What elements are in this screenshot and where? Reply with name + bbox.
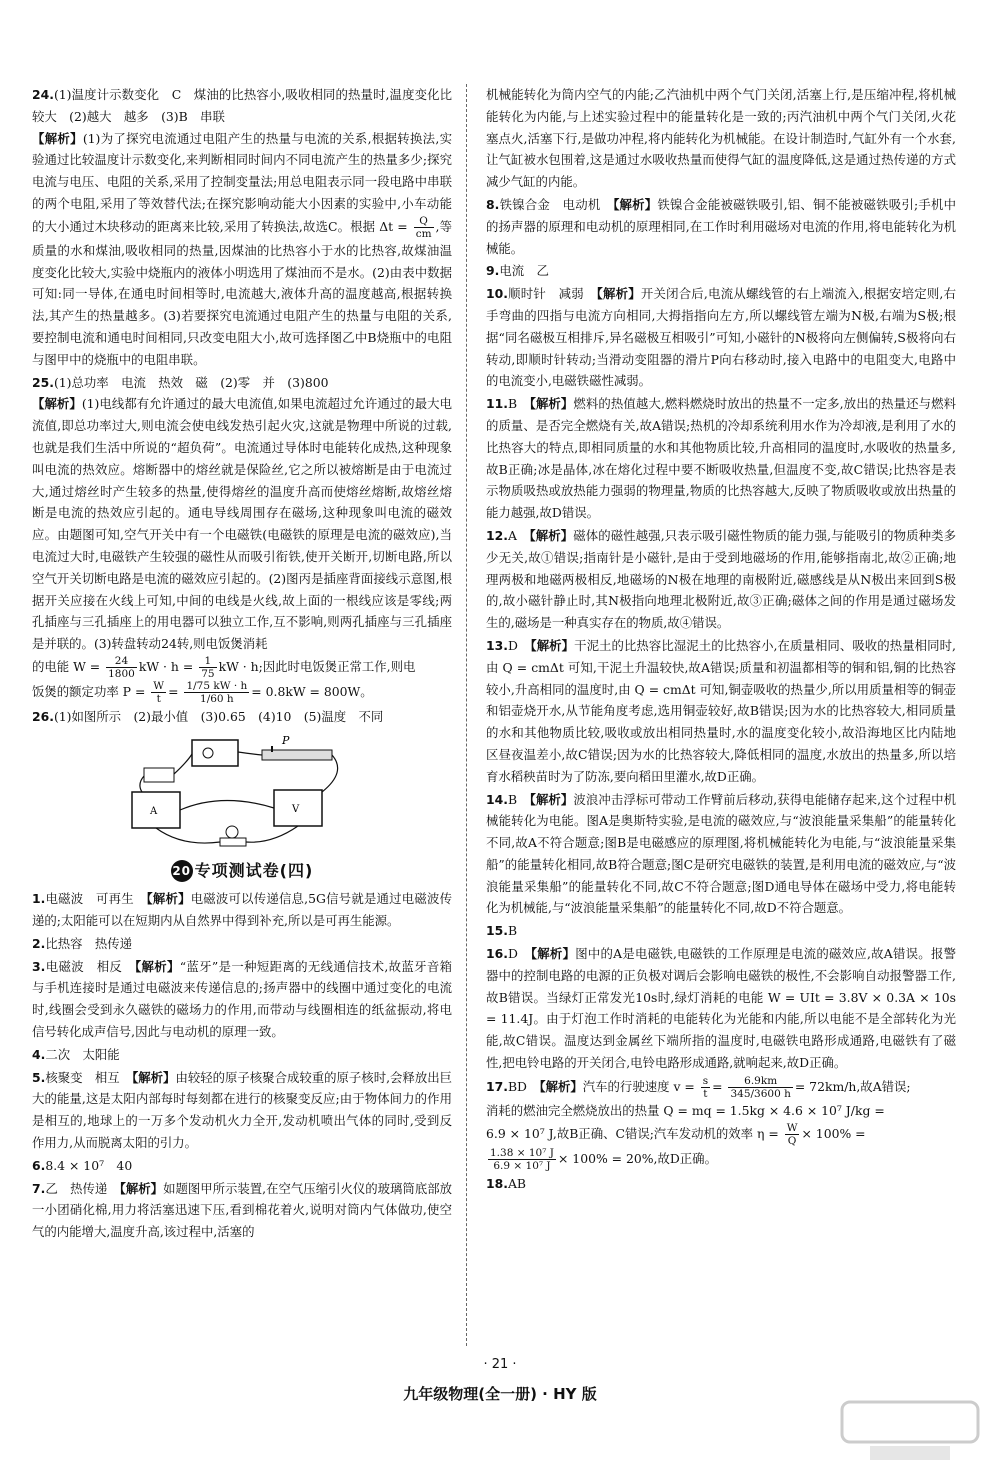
analysis-tag: 【解析】	[529, 396, 574, 412]
question-25	[32, 372, 452, 705]
analysis-tag: 【解析】	[32, 130, 83, 146]
answer-text: BD	[507, 1078, 540, 1094]
answer-text: 二次 太阳能	[45, 1046, 120, 1062]
fraction-numerator: W	[153, 679, 165, 692]
fraction-numerator: Q	[414, 215, 434, 228]
answer-text: 电磁波 可再生	[45, 891, 147, 907]
section-question-17	[486, 1075, 956, 1172]
formula-text: 汽车的行驶速度 v =	[582, 1078, 695, 1094]
analysis-text: 开关闭合后,电流从螺线管的右上端流入,根据安培定则,右手弯曲的四指与电流方向相同,大拇指指向左方,所以螺线管左端为N极,右端为S极;根据“同名磁极互相排斥,异名磁极互相吸引”可知,小磁针的N极将向左侧偏转,S极将向右转动,即顺时针转动;当滑动变阻器的滑片P向右移动时,接入电路中的电阻变大,电路中的电流变小,电磁铁磁性减弱。	[486, 286, 956, 389]
question-number: 12.	[486, 527, 508, 543]
circuit-diagram	[122, 732, 362, 852]
section-title-text: 专项测试卷(四)	[194, 860, 314, 880]
section-question-4	[32, 1044, 452, 1066]
formula-text: kW · h =	[138, 658, 194, 674]
formula-text: 消耗的燃油完全燃烧放出的热量 Q = mq = 1.5kg × 4.6 × 10⁷ J/kg =	[486, 1102, 885, 1118]
fraction-denominator: 345/3600 h	[730, 1087, 791, 1100]
answer-text: 8.4 × 10⁷ 40	[45, 1157, 133, 1173]
svg-text:A: A	[150, 805, 158, 817]
question-number: 3.	[32, 958, 46, 974]
answer-text: 电流 乙	[499, 263, 549, 279]
fraction-numerator: s	[702, 1074, 709, 1087]
analysis-text: (1)电线都有允许通过的最大电流值,如果电流超过允许通过的最大电流值,即总功率过大,则电流会使电线发热引起火灾,这就是物理中所说的过载,也就是我们生活中所说的“超负荷”。电流通过导体时电能转化成热,这种现象叫电流的热效应。熔断器中的熔丝就是保险丝,它之所以被熔断是由于电流过大,通过熔丝时产生较多的热量,使得熔丝的温度升高而使熔丝熔断,故熔丝熔断是电流的热效应引起的。通电导线周围存在磁场,这种现象叫电流的磁效应。由题图可知,空气开关中有一个电磁铁(电磁铁的原理是电流的磁效应),当电流过大时,电磁铁产生较强的磁性从而吸引衔铁,使开关断开,切断电路,所以空气开关切断电路是电流的磁效应引起的。(2)图丙是插座背面接线示意图,根据开关应接在火线上可知,中间的电线是火线,故上面的一根线应该是零线;两孔插座与三孔插座上的用电器可以独立工作,互不影响,则两孔插座与三孔插座是并联的。(3)转盘转动24转,则电饭煲消耗	[32, 396, 452, 652]
bulb-icon	[226, 826, 238, 838]
section-number-badge: 20	[171, 860, 193, 882]
section-title	[32, 858, 452, 883]
formula-text: 饭煲的额定功率 P =	[32, 683, 146, 699]
answer-text: D	[507, 946, 531, 962]
fraction-numerator: 1.38 × 10⁷ J	[490, 1146, 554, 1159]
analysis-text: 燃料的热值越大,燃料燃烧时放出的热量不一定多,放出的热量还与燃料的质量、是否完全燃烧有关,故A错误;热机的冷却系统利用水作为冷却液,是利用了水的比热容大的特点,即相同质量的水和其他物质比较,升高相同的温度时,水吸收的热量多,故B正确;冰是晶体,冰在熔化过程中要不断吸收热量,但温度不变,故C错误;比热容是表示物质吸热或放热能力强弱的物理量,物质的比热容越大,反映了物质吸收或放出热量的能力越强,故D错误。	[486, 396, 956, 521]
fraction-denominator: t	[156, 692, 161, 705]
fraction	[785, 1122, 800, 1147]
fraction-numerator: W	[786, 1121, 798, 1134]
formula-text: = 0.8kW = 800W。	[251, 683, 373, 699]
section-question-5	[32, 1067, 452, 1154]
question-number: 15.	[486, 923, 508, 939]
analysis-text: 电磁波可以传递信息,5G信号就是通过电磁波传递的;太阳能可以在短期内从自然界中得到补充,所以是可再生能源。	[32, 891, 452, 929]
answer-text: B	[507, 396, 530, 412]
analysis-text: 由较轻的原子核聚合成较重的原子核时,会释放出巨大的能量,这是太阳内部每时每刻都在进行的核聚变反应;由于物体间力的作用是相互的,地球上的一万多个发动机火力全开,发动机喷出气体的同时,受到反作用力,从而脱离太阳的引力。	[32, 1069, 452, 1150]
section-question-8	[486, 194, 956, 259]
slider-label: P	[282, 733, 290, 747]
section-question-13	[486, 635, 956, 788]
analysis-text: 铁镍合金能被磁铁吸引,铝、铜不能被磁铁吸引;手机中的扬声器的原理和电动机的原理相同,在工作时利用磁场对电流的作用,将电能转化为机械能。	[486, 196, 956, 256]
analysis-tag: 【解析】	[134, 958, 180, 974]
watermark-logo	[840, 1400, 980, 1464]
answer-text: 顺时针 减弱	[507, 286, 597, 302]
formula-text: =	[712, 1078, 723, 1094]
question-number: 17.	[486, 1078, 508, 1094]
fraction-denominator: 1/60 h	[200, 692, 234, 705]
fraction-denominator: cm	[415, 227, 432, 240]
analysis-tag: 【解析】	[613, 196, 658, 212]
analysis-text: “蓝牙”是一种短距离的无线通信技术,故蓝牙音箱与手机连接时是通过电磁波来传递信息的;扬声器中的线圈中通过变化的电流时,线圈会受到永久磁铁的磁场力的作用,而带动与线圈相连的纸盆振动,将电信号转化成声信号,因此与电动机的原理一致。	[32, 958, 452, 1039]
question-number: 5.	[32, 1069, 46, 1085]
column-divider	[466, 84, 467, 1346]
answer-text: (1)温度计示数变化 C 煤油的比热容小,吸收相同的热量时,温度变化比较大 (2)越大 越多 (3)B 串联	[32, 87, 452, 124]
question-7-continued	[486, 84, 956, 193]
fraction	[151, 680, 166, 705]
fraction-numerator: 1/75 kW · h	[186, 679, 248, 692]
formula-text: × 100% =	[801, 1125, 866, 1141]
analysis-tag: 【解析】	[530, 946, 576, 962]
book-title: 九年级物理(全一册) · HY 版	[403, 1385, 597, 1403]
page-number: · 21 ·	[483, 1357, 517, 1372]
question-number: 13.	[486, 637, 508, 653]
analysis-text: 磁体的磁性越强,只表示吸引磁性物质的能力强,与能吸引的物质种类多少无关,故①错误;指南针是小磁针,是由于受到地磁场的作用,能够指南北,故②正确;地理两极和地磁两极相反,地磁场的N极在地理的南极附近,磁感线是从N极出来回到S极的,故小磁针静止时,其N极指向地理北极附近,故③正确;磁体之间的作用是通过磁场发生的,磁场是一种真实存在的物质,故④错误。	[486, 527, 956, 631]
svg-text:V: V	[292, 803, 300, 815]
fraction	[106, 655, 137, 680]
fraction-denominator: t	[703, 1087, 708, 1100]
section-question-11	[486, 393, 956, 524]
question-number: 2.	[32, 935, 46, 951]
fraction-numerator: 6.9km	[728, 1075, 792, 1088]
analysis-text-2: ,等质量的水和煤油,吸收相同的热量,因煤油的比热容小于水的比热容,故煤油温度变化比较大,实验中烧瓶内的液体小明选用了煤油而不是水。(2)由表中数据可知:同一导体,在通电时间相等时,电流越大,液体升高的温度越高,根据转换法,其产生的热量越多。(3)若要探究电流通过电阻产生的热量与电阻的关系,要控制电流和通电时间相同,只改变电阻大小,故可选择图乙中B烧瓶中的电阻与图甲中的烧瓶中的电阻串联。	[32, 218, 452, 367]
formula-text: 6.9 × 10⁷ J,故B正确、C错误;汽车发动机的效率 η =	[486, 1125, 779, 1141]
question-26	[32, 706, 452, 728]
fraction-denominator: 1800	[108, 667, 135, 680]
analysis-tag: 【解析】	[596, 286, 641, 302]
bulb-base	[220, 838, 246, 846]
section-question-16	[486, 943, 956, 1074]
answer-text: 核聚变 相互	[45, 1069, 133, 1085]
power-supply	[192, 740, 238, 766]
fraction-denominator: Q	[787, 1134, 797, 1147]
question-number: 1.	[32, 891, 46, 907]
formula-text: kW · h;因此时电饭煲正常工作,则电	[218, 658, 416, 674]
fraction-denominator: 6.9 × 10⁷ J	[493, 1159, 551, 1172]
section-question-15	[486, 920, 956, 942]
answer-text: (1)总功率 电流 热效 磁 (2)零 并 (3)800	[53, 374, 329, 390]
fraction-denominator: 75	[201, 667, 215, 680]
analysis-text: 机械能转化为筒内空气的内能;乙汽油机中两个气门关闭,活塞上行,是压缩冲程,将机械能转化为内能,与上述实验过程中的能量转化是一致的;丙汽油机中两个气门关闭,火花塞点火,活塞下行,是做功冲程,将内能转化为机械能。在设计制造时,气缸外有一个水套,让气缸被水包围着,这是通过水吸收热量而使得气缸的温度降低,这是通过热传递的方式减少气缸的内能。	[486, 87, 956, 190]
analysis-text: 如题图甲所示装置,在空气压缩引火仪的玻璃筒底部放一小团硝化棉,用力将活塞迅速下压,看到棉花着火,说明对筒内气体做功,使空气的内能增大,温度升高,该过程中,活塞的	[32, 1180, 452, 1240]
analysis-tag: 【解析】	[119, 1180, 164, 1196]
section-question-12	[486, 525, 956, 634]
fraction	[414, 215, 434, 240]
section-question-18	[486, 1173, 956, 1195]
answer-text: 比热容 热传递	[45, 935, 133, 951]
answer-text: AB	[507, 1175, 527, 1191]
section-question-3	[32, 956, 452, 1043]
question-number: 4.	[32, 1046, 46, 1062]
question-number: 8.	[486, 196, 500, 212]
analysis-tag: 【解析】	[529, 527, 574, 543]
question-number: 14.	[486, 791, 508, 807]
answer-text: 乙 热传递	[45, 1180, 120, 1196]
section-question-6	[32, 1155, 452, 1177]
question-number: 6.	[32, 1157, 46, 1173]
answer-text: (1)如图所示 (2)最小值 (3)0.65 (4)10 (5)温度 不同	[53, 708, 384, 724]
analysis-text: 图中的A是电磁铁,电磁铁的工作原理是电流的磁效应,故A错误。报警器中的控制电路的电源的正负极对调后会影响电磁铁的极性,不会影响自动报警器工作,故B错误。当绿灯正常发光10s时,绿灯消耗的电能 W = UIt = 3.8V × 0.3A × 10s = 11.4J。由于灯泡工作时消耗的电能转化为光能和内能,所以电能不是全部转化为光能,故C错误。温度达到金属丝下端所指的温度时,电磁铁电路形成通路,电磁铁有了磁性,把电铃电路的开关闭合,电铃电路形成通路,就响起来,故D正确。	[486, 946, 956, 1071]
answer-text: B	[507, 791, 530, 807]
question-number: 16.	[486, 946, 508, 962]
question-number: 18.	[486, 1175, 508, 1191]
switch	[144, 768, 174, 782]
question-number: 24.	[32, 87, 54, 102]
analysis-tag: 【解析】	[539, 1078, 583, 1094]
section-question-2	[32, 933, 452, 955]
answer-text: A	[507, 527, 530, 543]
analysis-text: 波浪冲击浮标可带动工作臂前后移动,获得电能储存起来,这个过程中机械能转化为电能。图A是奥斯特实验,是电流的磁效应,与“波浪能量采集船”的能量转化不同,故A不符合题意;图B是电磁感应的原理图,将机械能转化为电能,与“波浪能量采集船”的能量转化相同,故B符合题意;图C是研究电磁铁的装置,是利用电流的磁效应,与“波浪能量采集船”的能量转化不同,故C不符合题意;图D通电导体在磁场中受力,将电能转化为机械能,与“波浪能量采集船”的能量转化不同,故D不符合题意。	[486, 791, 956, 916]
answer-text: D	[507, 637, 531, 653]
analysis-tag: 【解析】	[146, 891, 191, 907]
section-question-9	[486, 260, 956, 282]
fraction	[728, 1075, 792, 1100]
analysis-tag: 【解析】	[132, 1069, 176, 1085]
analysis-text: (1)为了探究电流通过电阻产生的热量与电流的关系,根据转换法,实验通过比较温度计示数变化,来判断相同时间内不同电流产生的热量多少;探究电流与电压、电阻的关系,采用了控制变量法;用总电阻表示同一段电路中串联的两个电阻,采用了等效替代法;在探究影响动能大小因素的实验中,小车动能的大小通过木块移动的距离来比较,采用了转换法,故选C。根据 Δt =	[32, 130, 453, 234]
section-question-7	[32, 1178, 452, 1243]
analysis-tag: 【解析】	[32, 396, 82, 412]
formula-text: 的电能 W =	[32, 658, 101, 674]
question-number: 7.	[32, 1180, 46, 1196]
section-question-10	[486, 283, 956, 392]
section-question-1	[32, 888, 452, 932]
answer-text: B	[507, 923, 518, 939]
fraction-numerator: 1	[199, 655, 216, 668]
answer-text: 电磁波 相反	[45, 958, 135, 974]
answer-text: 铁镍合金 电动机	[499, 196, 614, 212]
fraction	[199, 655, 216, 680]
question-number: 10.	[486, 286, 508, 302]
question-number: 9.	[486, 263, 500, 279]
question-number: 26.	[32, 708, 54, 724]
formula-text: = 72km/h,故A错误;	[794, 1078, 911, 1094]
formula-text: =	[168, 683, 179, 699]
analysis-tag: 【解析】	[529, 791, 574, 807]
analysis-text: 干泥土的比热容比湿泥土的比热容小,在质量相同、吸收的热量相同时,由 Q = cmΔt 可知,干泥土升温较快,故A错误;质量和初温都相等的铜和铝,铜的比热容较小,升高相同的温度时,由 Q = cmΔt 可知,铜壶吸收的热量少,所以用质量相等的铜壶和铝壶烧开水,从节能角度考虑,选用铜壶较好,故B错误;因为水的比热容较大,相同质量的水和其他物质比较,吸收或放出相同热量时,水的温度变化较小,故沿海地区比内陆地区昼夜温差小,故C错误;因为水的比热容较大,降低相同的温度,水放出的热量多,所以培育水稻秧苗时为了防冻,要向稻田里灌水,故D正确。	[486, 637, 956, 784]
formula-text: × 100% = 20%,故D正确。	[557, 1150, 717, 1166]
fraction	[488, 1147, 556, 1172]
right-column	[486, 84, 956, 1195]
fraction	[701, 1075, 710, 1100]
question-number: 25.	[32, 374, 54, 390]
fraction	[184, 680, 249, 705]
analysis-tag: 【解析】	[530, 637, 575, 653]
question-number: 11.	[486, 396, 508, 412]
fraction-numerator: 24	[106, 655, 137, 668]
section-question-14	[486, 789, 956, 920]
left-column	[32, 84, 452, 1244]
question-24	[32, 84, 452, 371]
